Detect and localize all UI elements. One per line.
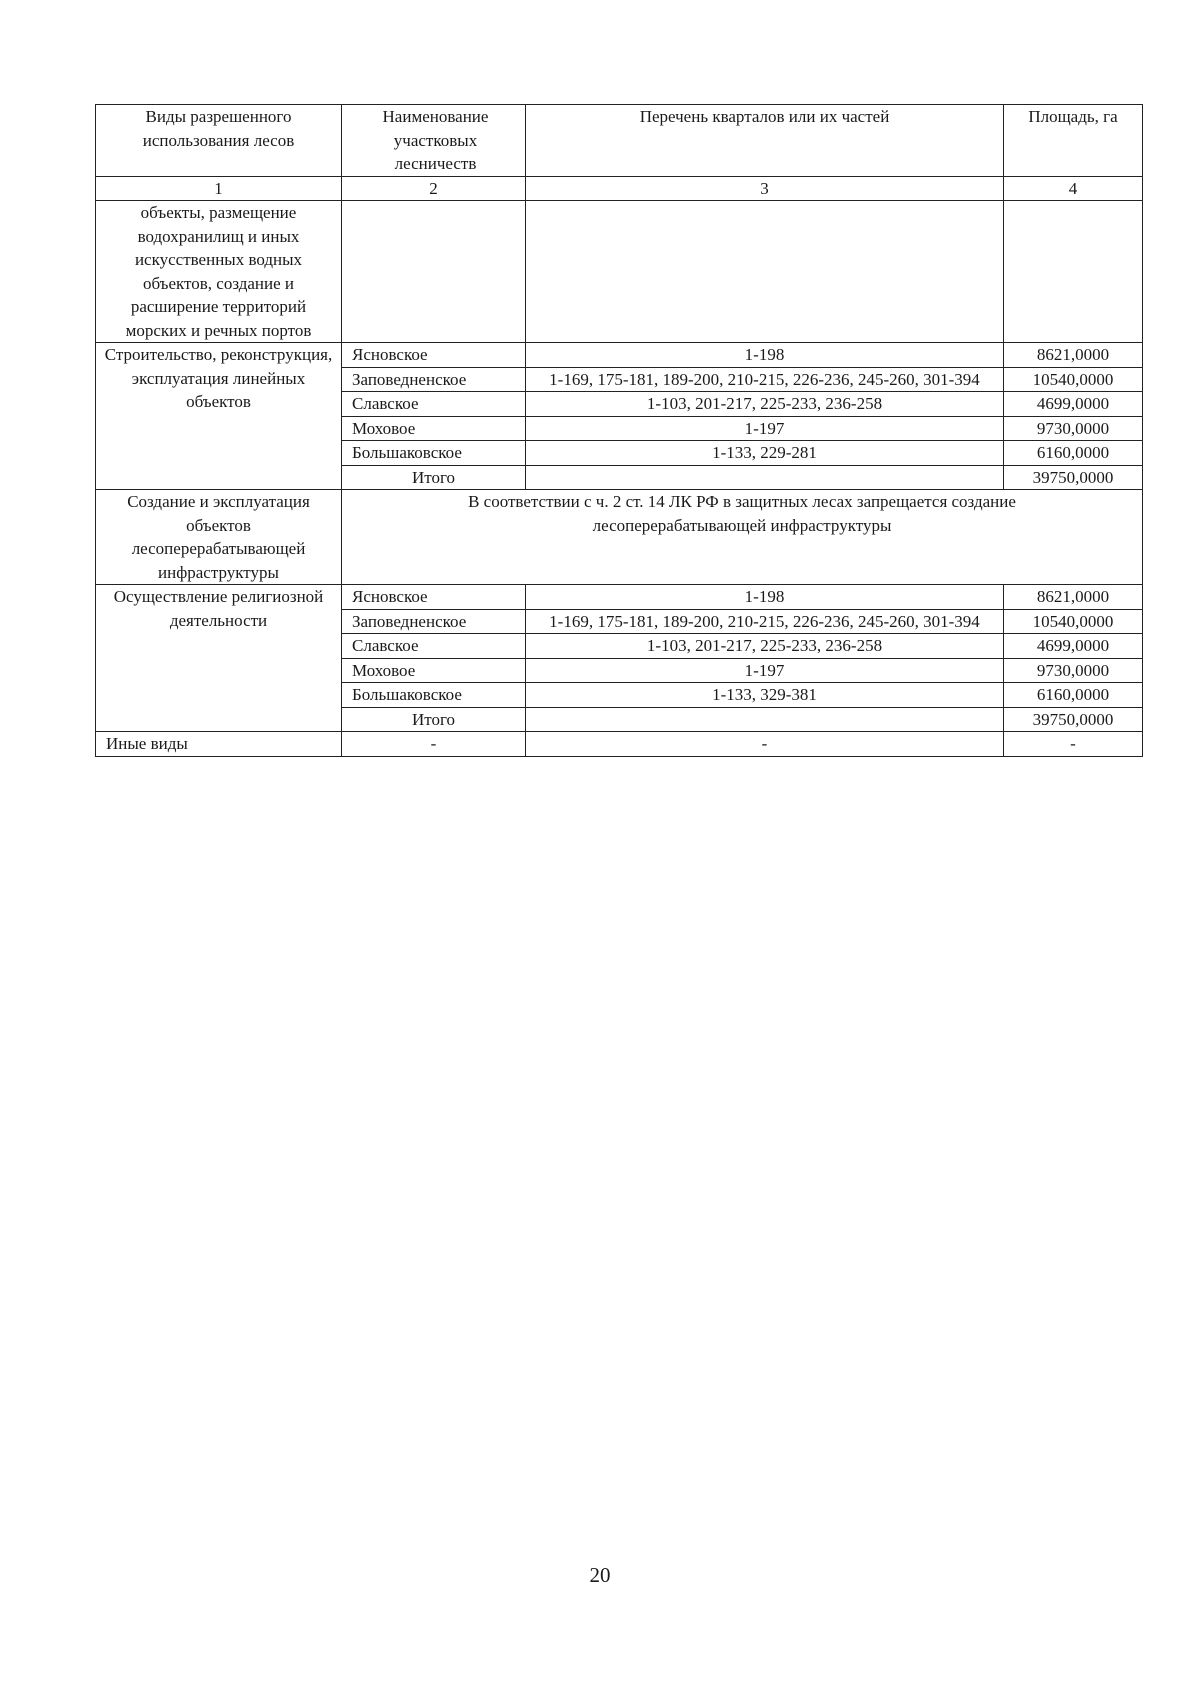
quarters-cell: 1-103, 201-217, 225-233, 236-258 <box>526 634 1004 659</box>
empty-cell <box>1004 201 1143 343</box>
quarters-cell: 1-169, 175-181, 189-200, 210-215, 226-236, 245-260, 301-394 <box>526 609 1004 634</box>
table-row <box>96 490 1143 585</box>
area-cell: 9730,0000 <box>1004 416 1143 441</box>
table-row <box>96 585 1143 610</box>
forestry-cell: Заповедненское <box>342 609 526 634</box>
table-row <box>96 201 1143 343</box>
usage-type-cell: объекты, размещение водохранилищ и иных искусственных водных объектов, создание и расширение территорий морских и речных портов <box>96 201 342 343</box>
quarters-cell: 1-198 <box>526 585 1004 610</box>
forestry-cell: Моховое <box>342 658 526 683</box>
area-cell: 9730,0000 <box>1004 658 1143 683</box>
forestry-cell: Большаковское <box>342 441 526 466</box>
area-cell: 8621,0000 <box>1004 585 1143 610</box>
empty-cell <box>342 201 526 343</box>
area-cell: 4699,0000 <box>1004 392 1143 417</box>
column-number: 1 <box>96 176 342 201</box>
forestry-cell: Ясновское <box>342 585 526 610</box>
empty-cell <box>526 707 1004 732</box>
area-cell: 6160,0000 <box>1004 683 1143 708</box>
quarters-cell: 1-169, 175-181, 189-200, 210-215, 226-236, 245-260, 301-394 <box>526 367 1004 392</box>
empty-cell <box>526 465 1004 490</box>
table-row <box>96 732 1143 757</box>
quarters-cell: 1-133, 329-381 <box>526 683 1004 708</box>
usage-type-cell: Строительство, реконструкция, эксплуатация линейных объектов <box>96 343 342 490</box>
forestry-cell: Славское <box>342 392 526 417</box>
header-quarters-list: Перечень кварталов или их частей <box>526 105 1004 177</box>
quarters-cell: 1-197 <box>526 416 1004 441</box>
forestry-cell: Ясновское <box>342 343 526 368</box>
area-cell: 8621,0000 <box>1004 343 1143 368</box>
header-area: Площадь, га <box>1004 105 1143 177</box>
area-cell: 10540,0000 <box>1004 609 1143 634</box>
empty-cell <box>526 201 1004 343</box>
usage-type-cell: Осуществление религиозной деятельности <box>96 585 342 732</box>
column-numbers-row <box>96 176 1143 201</box>
forestry-cell: - <box>342 732 526 757</box>
column-number: 3 <box>526 176 1004 201</box>
total-area: 39750,0000 <box>1004 465 1143 490</box>
area-cell: - <box>1004 732 1143 757</box>
prohibition-note: В соответствии с ч. 2 ст. 14 ЛК РФ в защитных лесах запрещается создание лесоперерабатывающей инфраструктуры <box>342 490 1143 585</box>
area-cell: 6160,0000 <box>1004 441 1143 466</box>
header-forestry-name: Наименование участковых лесничеств <box>342 105 526 177</box>
total-label: Итого <box>342 465 526 490</box>
area-cell: 10540,0000 <box>1004 367 1143 392</box>
table-header-row <box>96 105 1143 177</box>
total-area: 39750,0000 <box>1004 707 1143 732</box>
usage-type-cell: Иные виды <box>96 732 342 757</box>
forest-use-table <box>95 104 1143 757</box>
column-number: 4 <box>1004 176 1143 201</box>
forestry-cell: Славское <box>342 634 526 659</box>
usage-type-cell: Создание и эксплуатация объектов лесоперерабатывающей инфраструктуры <box>96 490 342 585</box>
page-number: 20 <box>589 1563 611 1587</box>
area-cell: 4699,0000 <box>1004 634 1143 659</box>
quarters-cell: 1-133, 229-281 <box>526 441 1004 466</box>
forestry-cell: Большаковское <box>342 683 526 708</box>
quarters-cell: 1-198 <box>526 343 1004 368</box>
total-label: Итого <box>342 707 526 732</box>
forestry-cell: Заповедненское <box>342 367 526 392</box>
forestry-cell: Моховое <box>342 416 526 441</box>
quarters-cell: 1-197 <box>526 658 1004 683</box>
quarters-cell: - <box>526 732 1004 757</box>
column-number: 2 <box>342 176 526 201</box>
table-row <box>96 343 1143 368</box>
header-usage-type: Виды разрешенного использования лесов <box>96 105 342 177</box>
quarters-cell: 1-103, 201-217, 225-233, 236-258 <box>526 392 1004 417</box>
